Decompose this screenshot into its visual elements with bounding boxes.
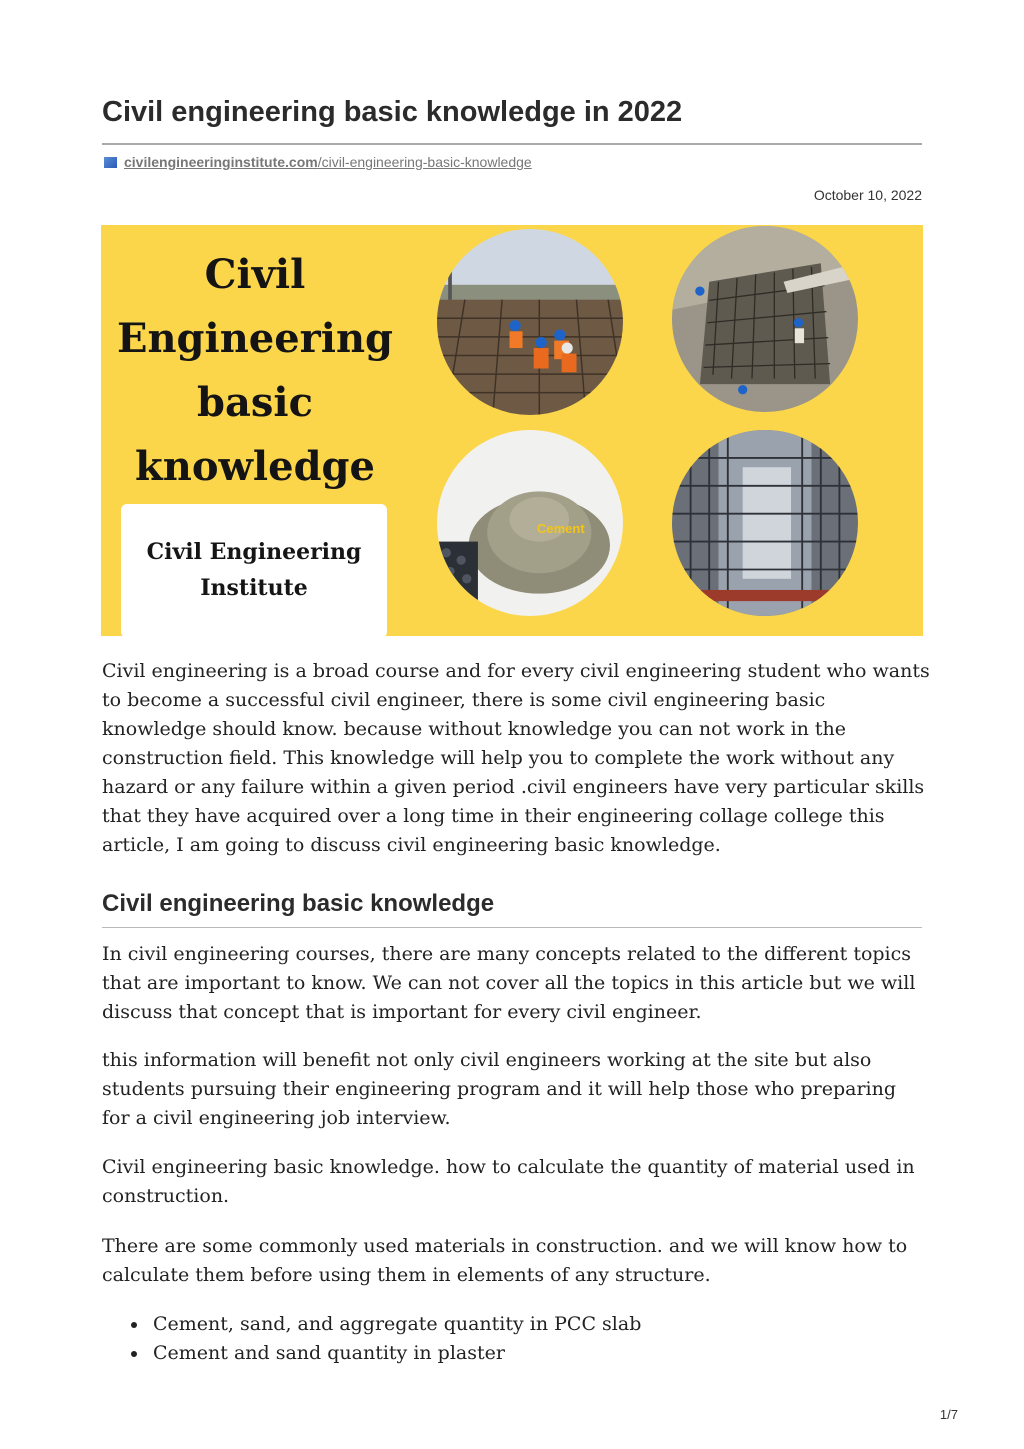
cement-label: Cement (537, 521, 585, 536)
paragraph-concepts: In civil engineering courses, there are many concepts related to the different topics that are important to know. We can not cover all the topics in this article but we will discuss that concept that is important for every civil engineer. (102, 943, 916, 1023)
site-favicon-icon (104, 157, 117, 168)
paragraph-benefit: this information will benefit not only civil engineers working at the site but also students pursuing their engineering program and it will help those who preparing for a civil engineering job interview. (102, 1049, 897, 1129)
source-link[interactable] (124, 154, 532, 170)
hero-institute-card (121, 504, 387, 636)
page-number: 1/7 (939, 1407, 958, 1422)
list-item: Cement, sand, and aggregate quantity in PCC slab (102, 1310, 922, 1339)
paragraph-materials: There are some commonly used materials in construction. and we will know how to calculate them before using them in elements of any structure. (102, 1235, 908, 1286)
title-divider (102, 143, 922, 145)
section-divider (102, 927, 922, 928)
publish-date: October 10, 2022 (813, 187, 922, 203)
section-heading: Civil engineering basic knowledge (102, 890, 495, 917)
intro-paragraph: Civil engineering is a broad course and for every civil engineering student who wants to become a successful civil engineer, there is some civil engineering basic knowledge should know. because without knowledge you can not work in the construction field. This knowledge will help you to complete the work without any hazard or any failure within a given period .civil engineers have very particular skills that they have acquired over a long time in their engineering collage college this article, I am going to discuss civil engineering basic knowledge. (102, 660, 930, 856)
construction-site-photo (437, 229, 623, 415)
source-domain: civilengineeringinstitute.com (124, 154, 318, 170)
article-title: Civil engineering basic knowledge in 2022 (102, 96, 683, 128)
source-path: /civil-engineering-basic-knowledge (317, 154, 532, 170)
hero-institute-name: Civil Engineering Institute (146, 539, 362, 601)
materials-list (102, 1310, 922, 1368)
excavation-rebar-photo (672, 226, 858, 412)
hero-headline: Civil Engineering basic knowledge (116, 251, 394, 490)
steel-scaffold-photo (672, 430, 858, 616)
paragraph-quantity: Civil engineering basic knowledge. how to calculate the quantity of material used in construction. (102, 1156, 915, 1207)
cement-powder-photo (437, 430, 623, 616)
list-item: Cement and sand quantity in plaster (102, 1339, 922, 1368)
hero-banner (101, 225, 923, 636)
source-line (104, 154, 532, 170)
